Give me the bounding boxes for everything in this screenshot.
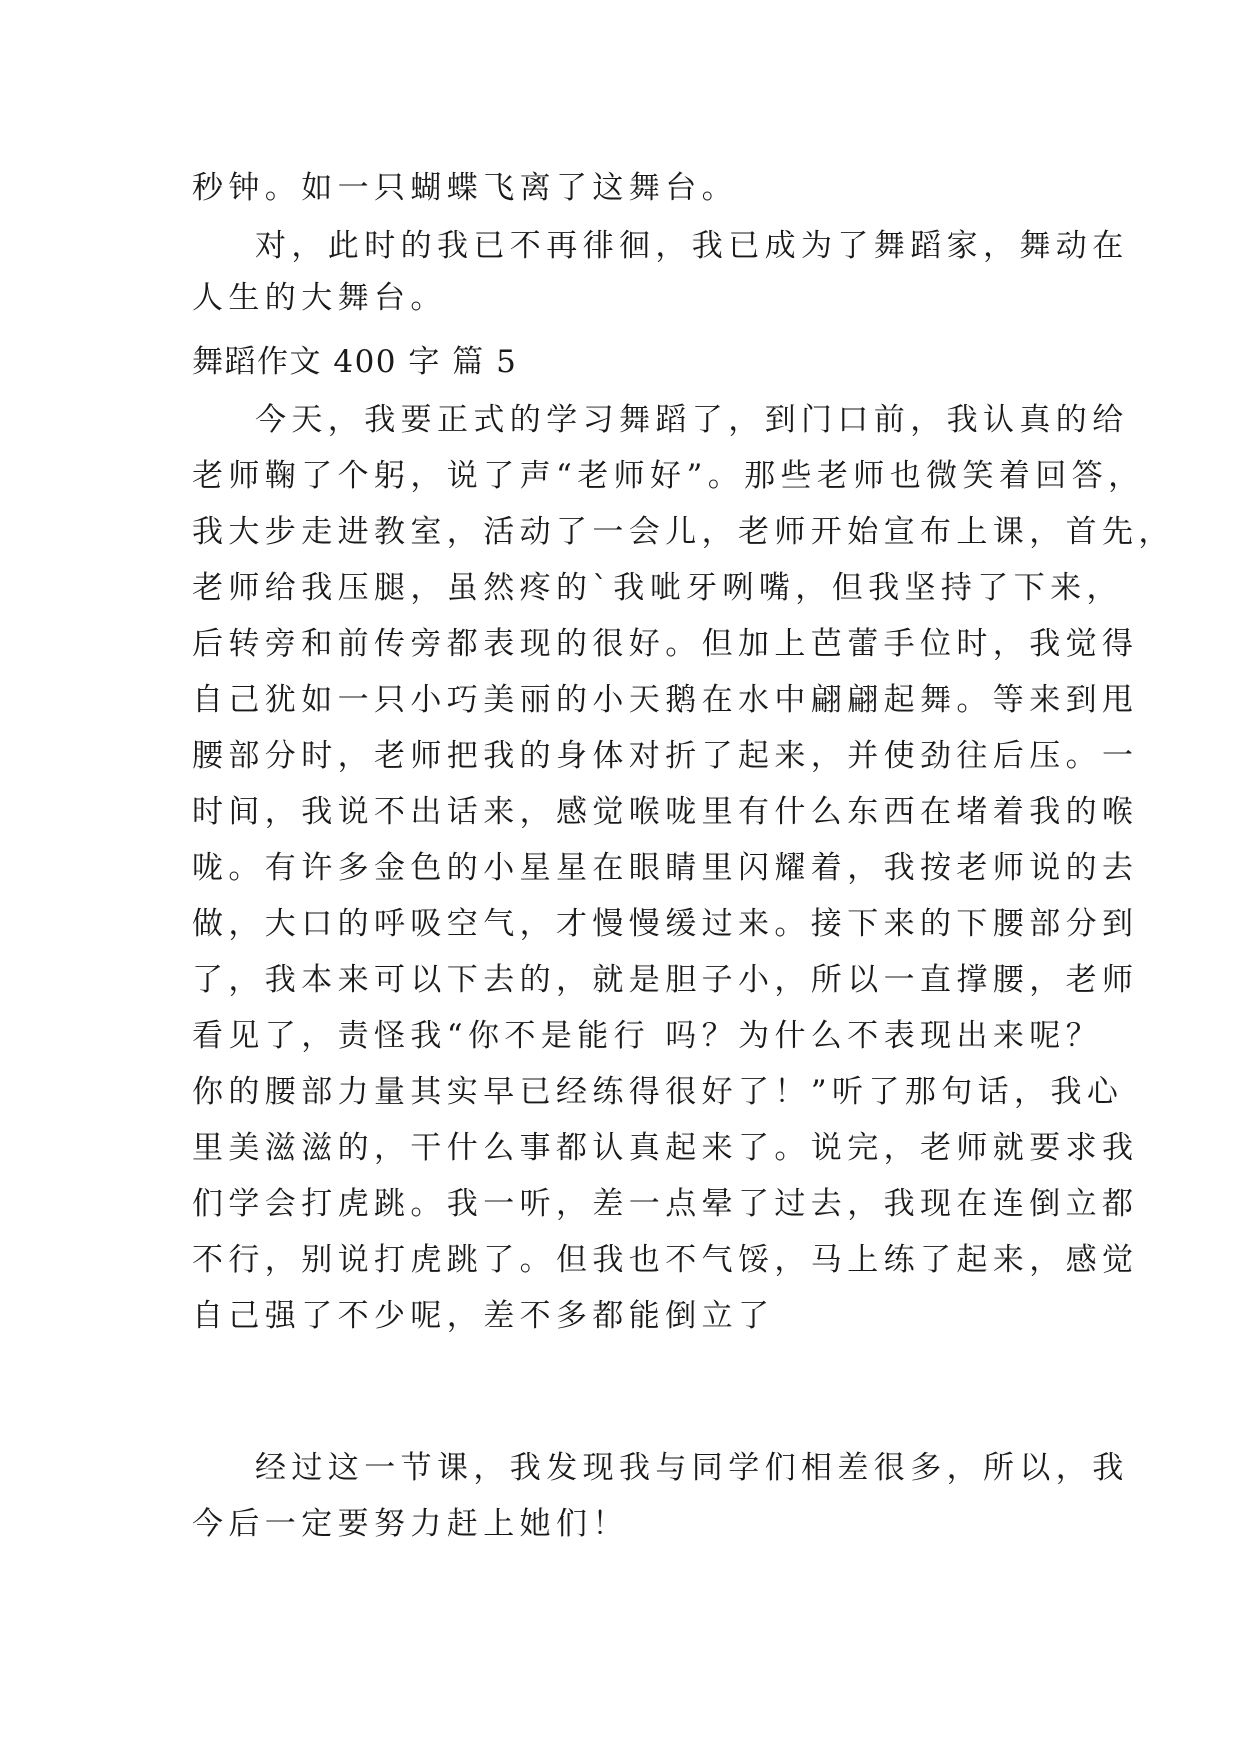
- text-line: 做，大口的呼吸空气，才慢慢缓过来。接下来的下腰部分到: [192, 906, 1139, 942]
- text-line: 自己犹如一只小巧美丽的小天鹅在水中翩翩起舞。等来到甩: [192, 682, 1139, 718]
- text-line: 们学会打虎跳。我一听，差一点晕了过去，我现在连倒立都: [192, 1186, 1139, 1222]
- text-line: 里美滋滋的，干什么事都认真起来了。说完，老师就要求我: [192, 1130, 1139, 1166]
- text-line: 咙。有许多金色的小星星在眼睛里闪耀着，我按老师说的去: [192, 850, 1139, 886]
- text-line: 老师给我压腿，虽然疼的`我呲牙咧嘴，但我坚持了下来，: [192, 570, 1123, 606]
- section-heading: 舞蹈作文 400 字 篇 5: [192, 344, 518, 380]
- text-line: 秒钟。如一只蝴蝶飞离了这舞台。: [192, 170, 738, 206]
- text-line: 看见了，责怪我“你不是能行 吗？为什么不表现出来呢？: [192, 1018, 1103, 1054]
- text-line: 经过这一节课，我发现我与同学们相差很多，所以，我: [255, 1450, 1129, 1486]
- text-line: 老师鞠了个躬，说了声“老师好”。那些老师也微笑着回答，: [192, 458, 1145, 494]
- text-line: 你的腰部力量其实早已经练得很好了！”听了那句话，我心: [192, 1074, 1124, 1110]
- text-line: 后转旁和前传旁都表现的很好。但加上芭蕾手位时，我觉得: [192, 626, 1139, 662]
- text-line: 腰部分时，老师把我的身体对折了起来，并使劲往后压。一: [192, 738, 1139, 774]
- text-line: 今后一定要努力赶上她们！: [192, 1506, 629, 1542]
- text-line: 了，我本来可以下去的，就是胆子小，所以一直撑腰，老师: [192, 962, 1139, 998]
- text-line: 不行，别说打虎跳了。但我也不气馁，马上练了起来，感觉: [192, 1242, 1139, 1278]
- text-line: 对，此时的我已不再徘徊，我已成为了舞蹈家，舞动在: [255, 228, 1129, 264]
- text-line: 自己强了不少呢，差不多都能倒立了: [192, 1298, 775, 1334]
- text-line: 人生的大舞台。: [192, 280, 447, 316]
- text-line: 时间，我说不出话来，感觉喉咙里有什么东西在堵着我的喉: [192, 794, 1139, 830]
- text-line: 今天，我要正式的学习舞蹈了，到门口前，我认真的给: [255, 402, 1129, 438]
- text-line: 我大步走进教室，活动了一会儿，老师开始宣布上课，首先，: [192, 514, 1175, 550]
